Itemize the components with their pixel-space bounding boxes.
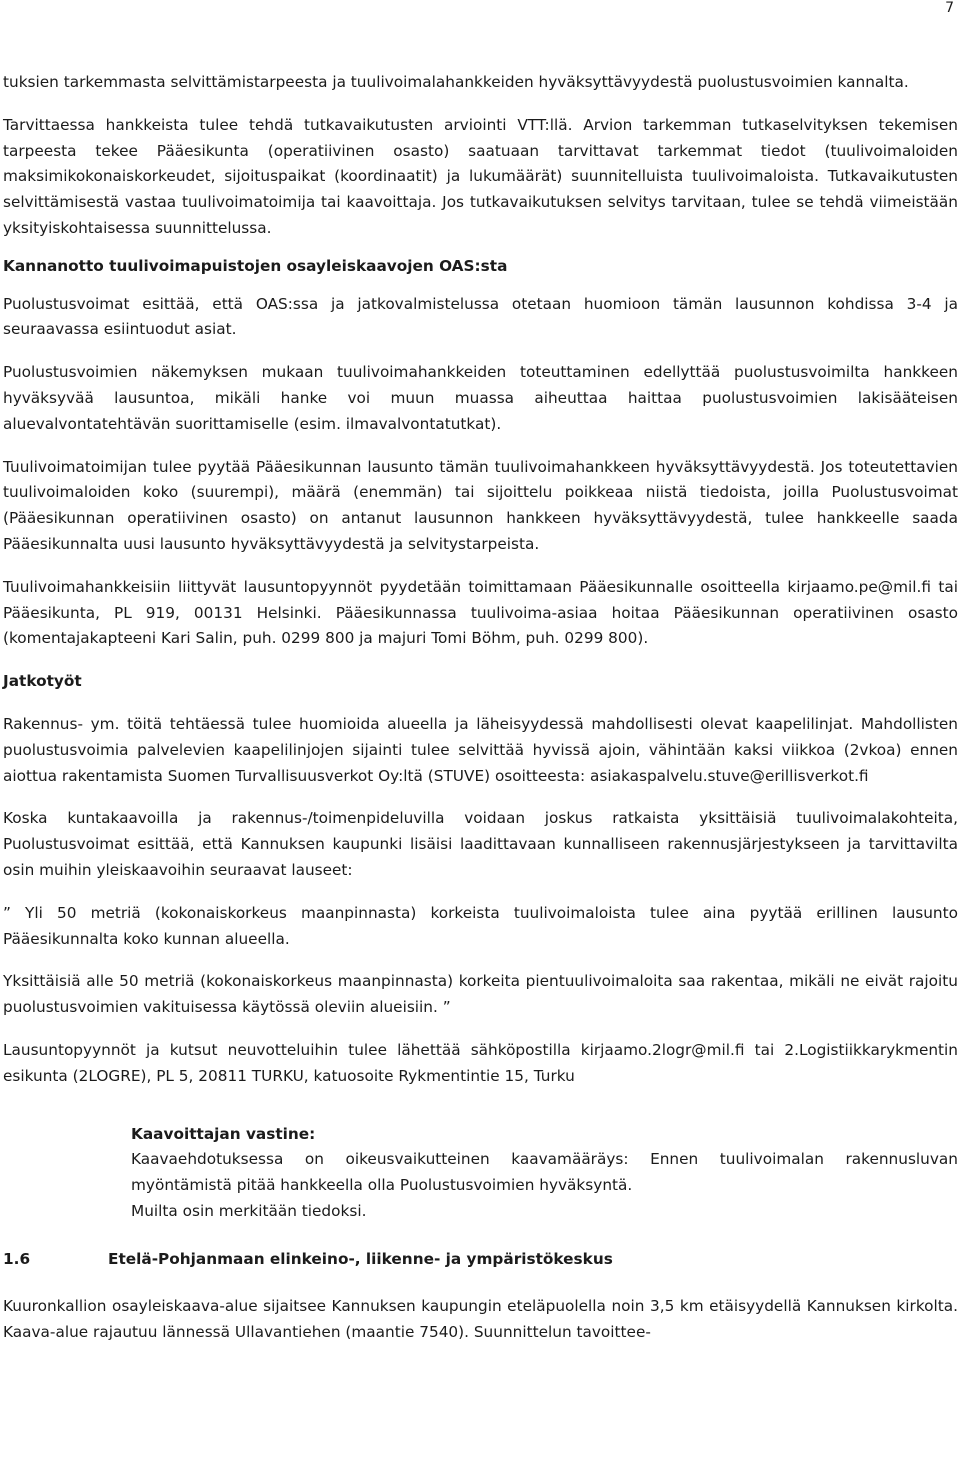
response-note: Muilta osin merkitään tiedoksi. xyxy=(131,1201,367,1220)
paragraph-defence-view: Puolustusvoimien näkemyksen mukaan tuulivoimahankkeiden toteuttaminen edellyttää puolustusvoimilta hankkeen hyväksyvää lausuntoa, mikäli hanke voi muun muassa aiheuttaa haittaa puolustusvoimien lakisääteisen aluevalvontatehtävän suorittamiselle (esim. ilmavalvontatutkat). xyxy=(3,363,958,433)
planner-response xyxy=(3,1122,958,1225)
paragraph-quote-2: Yksittäisiä alle 50 metriä (kokonaiskorkeus maanpinnasta) korkeita pientuulivoimaloita saa rakentaa, mikäli ne eivät rajoitu puolustusvoimien vakituisessa käytössä oleviin alueisiin. ” xyxy=(3,972,958,1017)
paragraph-building-order: Koska kuntakaavoilla ja rakennus-/toimenpideluvilla voidaan joskus ratkaista yksittäisiä tuulivoimalakohteita, Puolustusvoimat esittää, että Kannuksen kaupunki lisäisi laadittavaan kunnalliseen rakennusjärjestykseen ja tarvittavilta osin muihin yleiskaavoihin seuraavat lauseet: xyxy=(3,809,958,879)
paragraph-location: Kuuronkallion osayleiskaava-alue sijaitsee Kannuksen kaupungin eteläpuolella noin 3,5 km etäisyydellä Kannuksen kirkolta. Kaava-alue rajautuu lännessä Ullavantiehen (maantie 7540). Suunnittelun tavoittee- xyxy=(3,1297,958,1342)
paragraph-contact: Tuulivoimahankkeisiin liittyvät lausuntopyynnöt pyydetään toimittamaan Pääesikunnalle osoitteella kirjaamo.pe@mil.fi tai Pääesikunta, PL 919, 00131 Helsinki. Pääesikunnassa tuulivoima-asiaa hoitaa Pääesikunnan operatiivinen osasto (komentajakapteeni Kari Salin, puh. 0299 800 ja majuri Tomi Böhm, puh. 0299 800). xyxy=(3,577,958,648)
section-heading xyxy=(3,1247,958,1273)
paragraph-oas: Puolustusvoimat esittää, että OAS:ssa ja jatkovalmistelussa otetaan huomioon tämän lausunnon kohdissa 3-4 ja seuraavassa esiintuodut asiat. xyxy=(3,294,958,339)
paragraph-submissions: Lausuntopyynnöt ja kutsut neuvotteluihin tulee lähettää sähköpostilla kirjaamo.2logr@mil.fi tai 2.Logistiikkarykmentin esikunta (2LOGRE), PL 5, 20811 TURKU, katuosoite Rykmentintie 15, Turku xyxy=(3,1040,958,1085)
paragraph-quote-1: ” Yli 50 metriä (kokonaiskorkeus maanpinnasta) korkeista tuulivoimaloista tulee aina pyytää erillinen lausunto Pääesikunnalta koko kunnan alueella. xyxy=(3,903,958,948)
response-title: Kaavoittajan vastine: xyxy=(131,1124,316,1143)
paragraph-cables: Rakennus- ym. töitä tehtäessä tulee huomioida alueella ja läheisyydessä mahdollisesti olevat kaapelilinjat. Mahdollisten puolustusvoimia palvelevien kaapelilinjojen sijainti tulee selvittää hyvissä ajoin, vähintään kaksi viikkoa (2vkoa) ennen aiottua rakentamista Suomen Turvallisuusverkot Oy:ltä (STUVE) osoitteesta: asiakaspalvelu.stuve@erillisverkot.fi xyxy=(3,714,958,785)
response-text: Kaavaehdotuksessa on oikeusvaikutteinen kaavamääräys: Ennen tuulivoimalan rakennusluvan myöntämistä pitää hankkeella olla Puolustusvoimien hyväksyntä. xyxy=(131,1150,958,1195)
paragraph-request-statement: Tuulivoimatoimijan tulee pyytää Pääesikunnan lausunto tämän tuulivoimahankkeen hyväksyttävyydestä. Jos toteutettavien tuulivoimaloiden koko (suurempi), määrä (enemmän) tai sijoittelu poikkeaa niistä tiedoista, joilla Puolustusvoimat (Pääesikunnan operatiivinen osasto) on antanut lausunnon hankkeen hyväksyttävyydestä, tulee hankkeelle saada Pääesikunnalta uusi lausunto hyväksyttävyydestä ja selvitystarpeista. xyxy=(3,457,958,553)
heading-further-work: Jatkotyöt xyxy=(3,672,82,691)
section-title: Etelä-Pohjanmaan elinkeino-, liikenne- ja ympäristökeskus xyxy=(108,1249,613,1268)
page-number: 7 xyxy=(945,0,954,16)
document-body xyxy=(3,70,958,1346)
heading-statement: Kannanotto tuulivoimapuistojen osayleiskaavojen OAS:sta xyxy=(3,256,508,275)
paragraph-radar-needs: tuksien tarkemmasta selvittämistarpeesta ja tuulivoimalahankkeiden hyväksyttävyydestä puolustusvoimien kannalta. xyxy=(3,73,909,91)
paragraph-radar-assessment: Tarvittaessa hankkeista tulee tehdä tutkavaikutusten arviointi VTT:llä. Arvion tarkemman tutkaselvityksen tekemisen tarpeesta tekee Pääesikunta (operatiivinen osasto) saatuaan tarvittavat tarkemmat tiedot (tuulivoimaloiden maksimikokonaiskorkeudet, sijoituspaikat (koordinaatit) ja lukumäärät) suunnitelluista tuulivoimaloista. Tutkavaikutusten selvittämisestä vastaa tuulivoimatoimija tai kaavoittaja. Jos tutkavaikutuksen selvitys tarvitaan, tulee se tehdä viimeistään yksityiskohtaisessa suunnittelussa. xyxy=(3,115,958,237)
section-number: 1.6 xyxy=(3,1249,31,1268)
